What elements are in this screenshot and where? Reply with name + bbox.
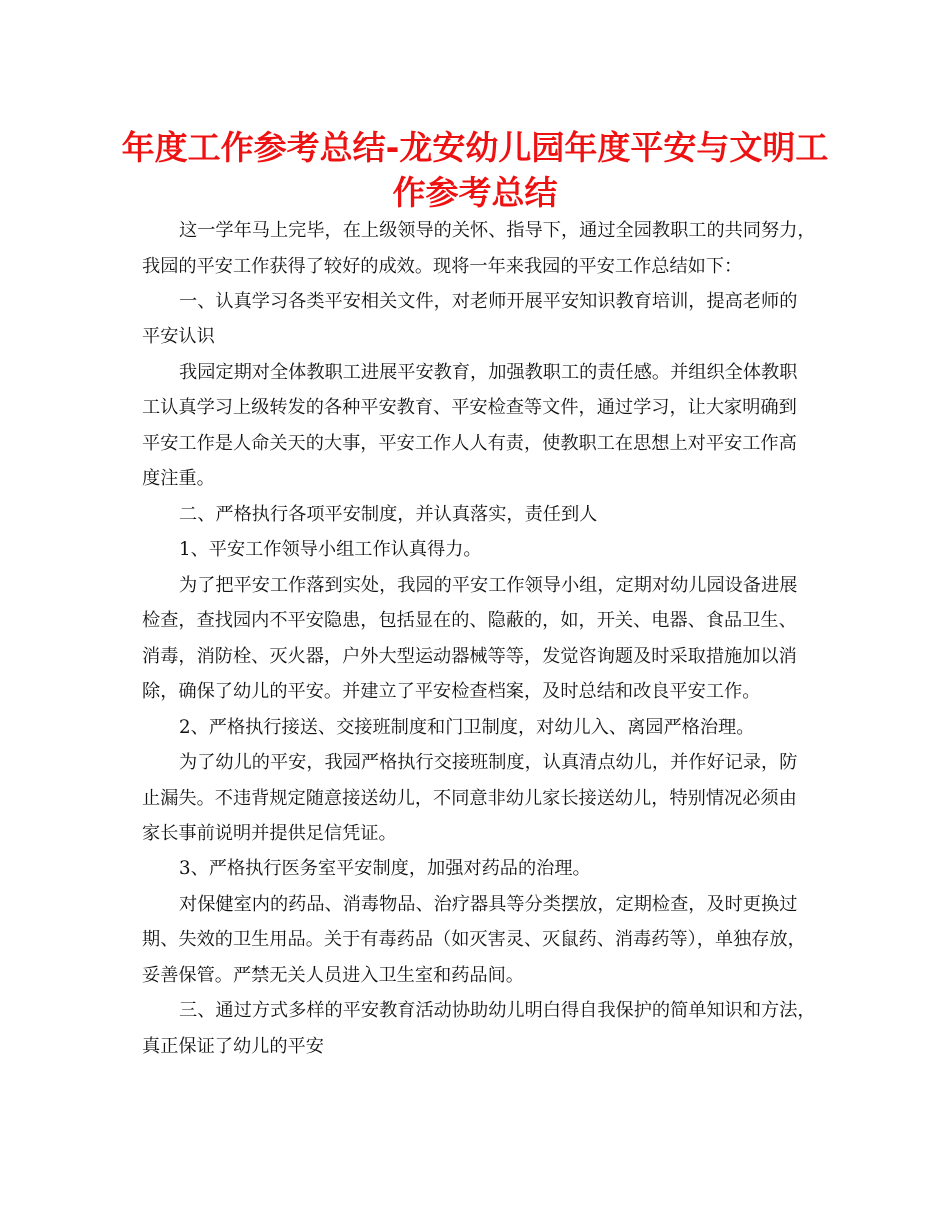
body-line: 除，确保了幼儿的平安。并建立了平安检查档案，及时总结和改良平安工作。 bbox=[142, 681, 761, 702]
subsection-heading: 1、平安工作领导小组工作认真得力。 bbox=[179, 539, 482, 560]
body-line: 我园的平安工作获得了较好的成效。现将一年来我园的平安工作总结如下： bbox=[142, 256, 743, 277]
body-line: 工认真学习上级转发的各种平安教育、平安检查等文件，通过学习，让大家明确到 bbox=[142, 397, 797, 418]
document-title-line-1: 年度工作参考总结-龙安幼儿园年度平安与文明工 bbox=[121, 128, 829, 167]
body-line: 期、失效的卫生用品。关于有毒药品（如灭害灵、灭鼠药、消毒药等），单独存放， bbox=[142, 929, 806, 950]
body-line: 止漏失。不违背规定随意接送幼儿，不同意非幼儿家长接送幼儿，特别情况必须由 bbox=[142, 788, 797, 809]
subsection-heading: 3、严格执行医务室平安制度，加强对药品的治理。 bbox=[179, 858, 591, 879]
body-line: 为了幼儿的平安，我园严格执行交接班制度，认真清点幼儿，并作好记录，防 bbox=[179, 752, 798, 773]
body-line: 平安工作是人命关天的大事，平安工作人人有责，使教职工在思想上对平安工作高 bbox=[142, 433, 797, 454]
section-heading-continued: 真正保证了幼儿的平安 bbox=[142, 1036, 324, 1057]
body-line: 对保健室内的药品、消毒物品、治疗器具等分类摆放，定期检查，及时更换过 bbox=[179, 894, 798, 915]
body-line: 度注重。 bbox=[142, 468, 215, 489]
body-line: 我园定期对全体教职工进展平安教育，加强教职工的责任感。并组织全体教职 bbox=[179, 362, 798, 383]
body-line: 平安认识 bbox=[142, 326, 215, 347]
document-title-line-2: 作参考总结 bbox=[392, 173, 558, 212]
body-line: 妥善保管。严禁无关人员进入卫生室和药品间。 bbox=[142, 965, 524, 986]
section-heading: 二、严格执行各项平安制度，并认真落实，责任到人 bbox=[179, 504, 598, 525]
body-line: 为了把平安工作落到实处，我园的平安工作领导小组，定期对幼儿园设备进展 bbox=[179, 575, 798, 596]
body-line: 检查，查找园内不平安隐患，包括显在的、隐蔽的，如，开关、电器、食品卫生、 bbox=[142, 610, 797, 631]
subsection-heading: 2、严格执行接送、交接班制度和门卫制度，对幼儿入、离园严格治理。 bbox=[179, 717, 755, 738]
body-line: 家长事前说明并提供足信凭证。 bbox=[142, 823, 397, 844]
section-heading: 三、通过方式多样的平安教育活动协助幼儿明白得自我保护的简单知识和方法， bbox=[179, 1000, 816, 1021]
body-line: 一、认真学习各类平安相关文件，对老师开展平安知识教育培训，提高老师的 bbox=[179, 291, 798, 312]
body-line: 这一学年马上完毕，在上级领导的关怀、指导下，通过全园教职工的共同努力， bbox=[179, 220, 816, 241]
body-line: 消毒，消防栓、灭火器，户外大型运动器械等等，发觉咨询题及时采取措施加以消 bbox=[142, 646, 797, 667]
